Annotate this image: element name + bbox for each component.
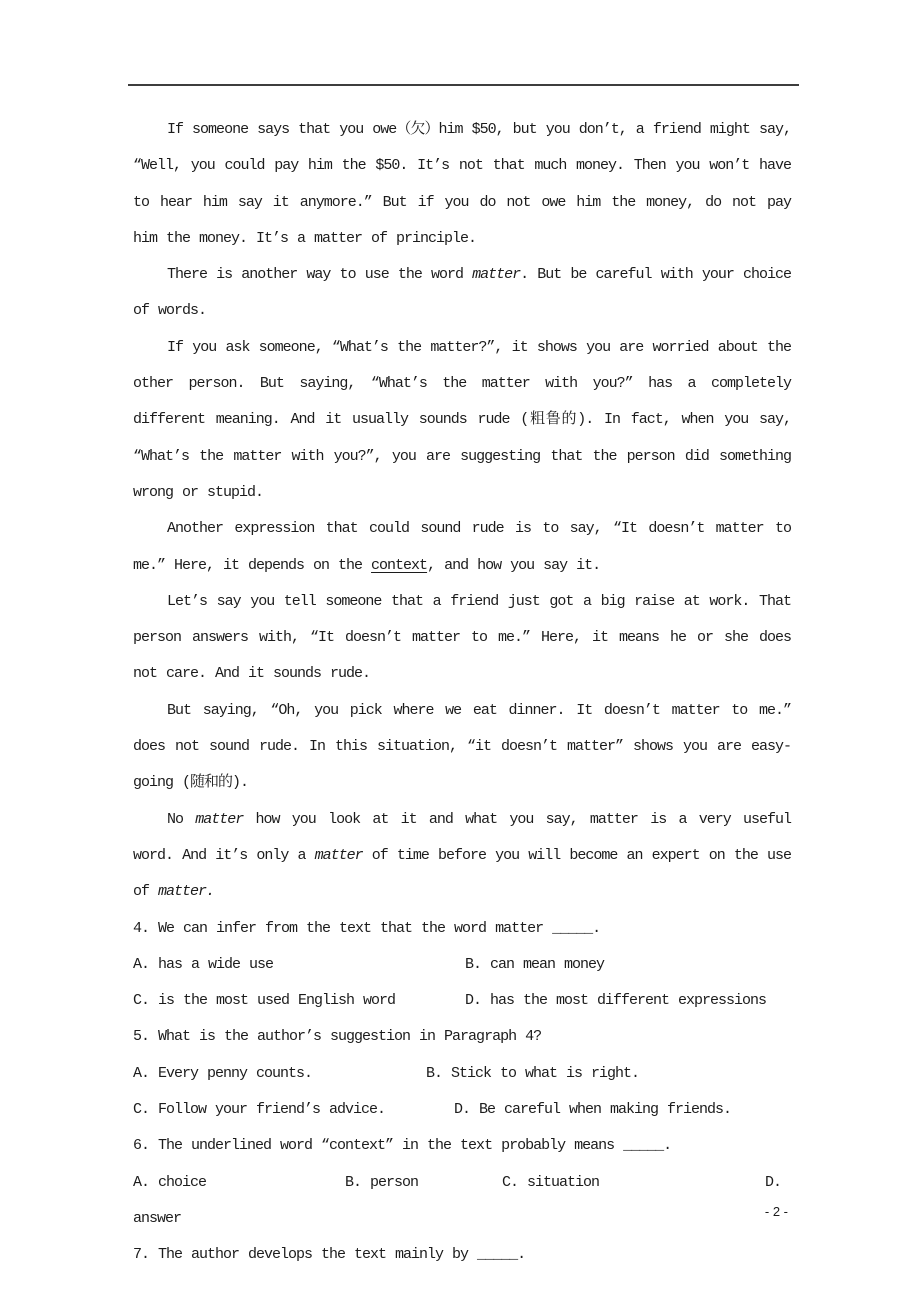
text-run: But saying, “Oh, you pick where we eat dinner. It doesn’t matter to me.” does not sound rude. In this situation, “it doesn’t matter” shows you are easy-going (随和的). [133,701,791,792]
paragraph-4 [133,511,791,584]
question-5-option-c: C. Follow your friend’s advice. [133,1101,386,1119]
question-4-stem: 4. We can infer from the text that the word matter _____. [133,919,601,937]
paragraph-2 [133,257,791,330]
text-run: , and how you say it. [427,556,601,574]
question-4-option-a: A. has a wide use [133,955,274,973]
text-run: No [167,810,196,828]
text-run: If you ask someone, “What’s the matter?”, it shows you are worried about the other person. But saying, “What’s the matter with you?” has a completely different meaning. And it usually sounds rude (粗鲁的). In fact, when you say, “What’s the matter with you?”, you are suggesting that the person did something wrong or stupid. [133,338,791,501]
question-5-options-row-1 [133,1056,791,1092]
question-4-options-row-1 [133,947,791,983]
paragraph-1 [133,112,791,257]
document-body [133,112,791,1274]
italic-word-matter: matter [195,810,244,828]
question-6-option-d-continuation: answer [133,1209,182,1227]
question-6-option-d: D. [765,1173,782,1191]
question-6-stem: 6. The underlined word “context” in the text probably means _____. [133,1137,672,1155]
question-5-option-d: D. Be careful when making friends. [454,1101,732,1119]
text-run: how you look at it and what you say, matter is a very useful word. And it’s only a [133,810,791,864]
paragraph-6 [133,693,791,802]
italic-word-matter: matter [314,846,363,864]
text-run: Another expression that could sound rude is to say, “It doesn’t matter to me.” Here, it depends on the [133,520,791,574]
question-6-options-row [133,1165,791,1201]
question-6-option-c: C. situation [502,1173,600,1191]
question-6-option-b: B. person [345,1173,419,1191]
page-number: - 2 - [764,1204,788,1219]
paragraph-7 [133,802,791,911]
question-5-option-a: A. Every penny counts. [133,1064,313,1082]
question-4-option-c: C. is the most used English word [133,992,396,1010]
header-rule [128,84,799,86]
text-run: Let’s say you tell someone that a friend just got a big raise at work. That person answers with, “It doesn’t matter to me.” Here, it means he or she does not care. And it sounds rude. [133,592,791,683]
text-run: If someone says that you owe（欠）him $50, but you don’t, a friend might say, “Well, you could pay him the $50. It’s not that much money. Then you won’t have to hear him say it anymore.” But if you do not owe him the money, do not pay him the money. It’s a matter of principle. [133,121,791,247]
paragraph-3 [133,330,791,511]
question-5-stem: 5. What is the author’s suggestion in Paragraph 4? [133,1028,542,1046]
question-5-options-row-2 [133,1092,791,1128]
italic-word-matter: matter. [158,883,215,901]
question-4-option-d: D. has the most different expressions [465,992,767,1010]
question-6-option-a: A. choice [133,1173,207,1191]
italic-word-matter: matter [472,266,521,284]
paragraph-5 [133,584,791,693]
question-7-stem: 7. The author develops the text mainly by _____. [133,1246,526,1264]
underlined-word-context: context [371,556,428,574]
text-run: There is another way to use the word [167,266,473,284]
question-5-option-b: B. Stick to what is right. [426,1064,640,1082]
text-run: of time before you will become an expert on the use of [133,846,791,901]
question-4-options-row-2 [133,983,791,1019]
text-run: . But be careful with your choice of words. [133,266,791,320]
question-4-option-b: B. can mean money [465,955,605,973]
